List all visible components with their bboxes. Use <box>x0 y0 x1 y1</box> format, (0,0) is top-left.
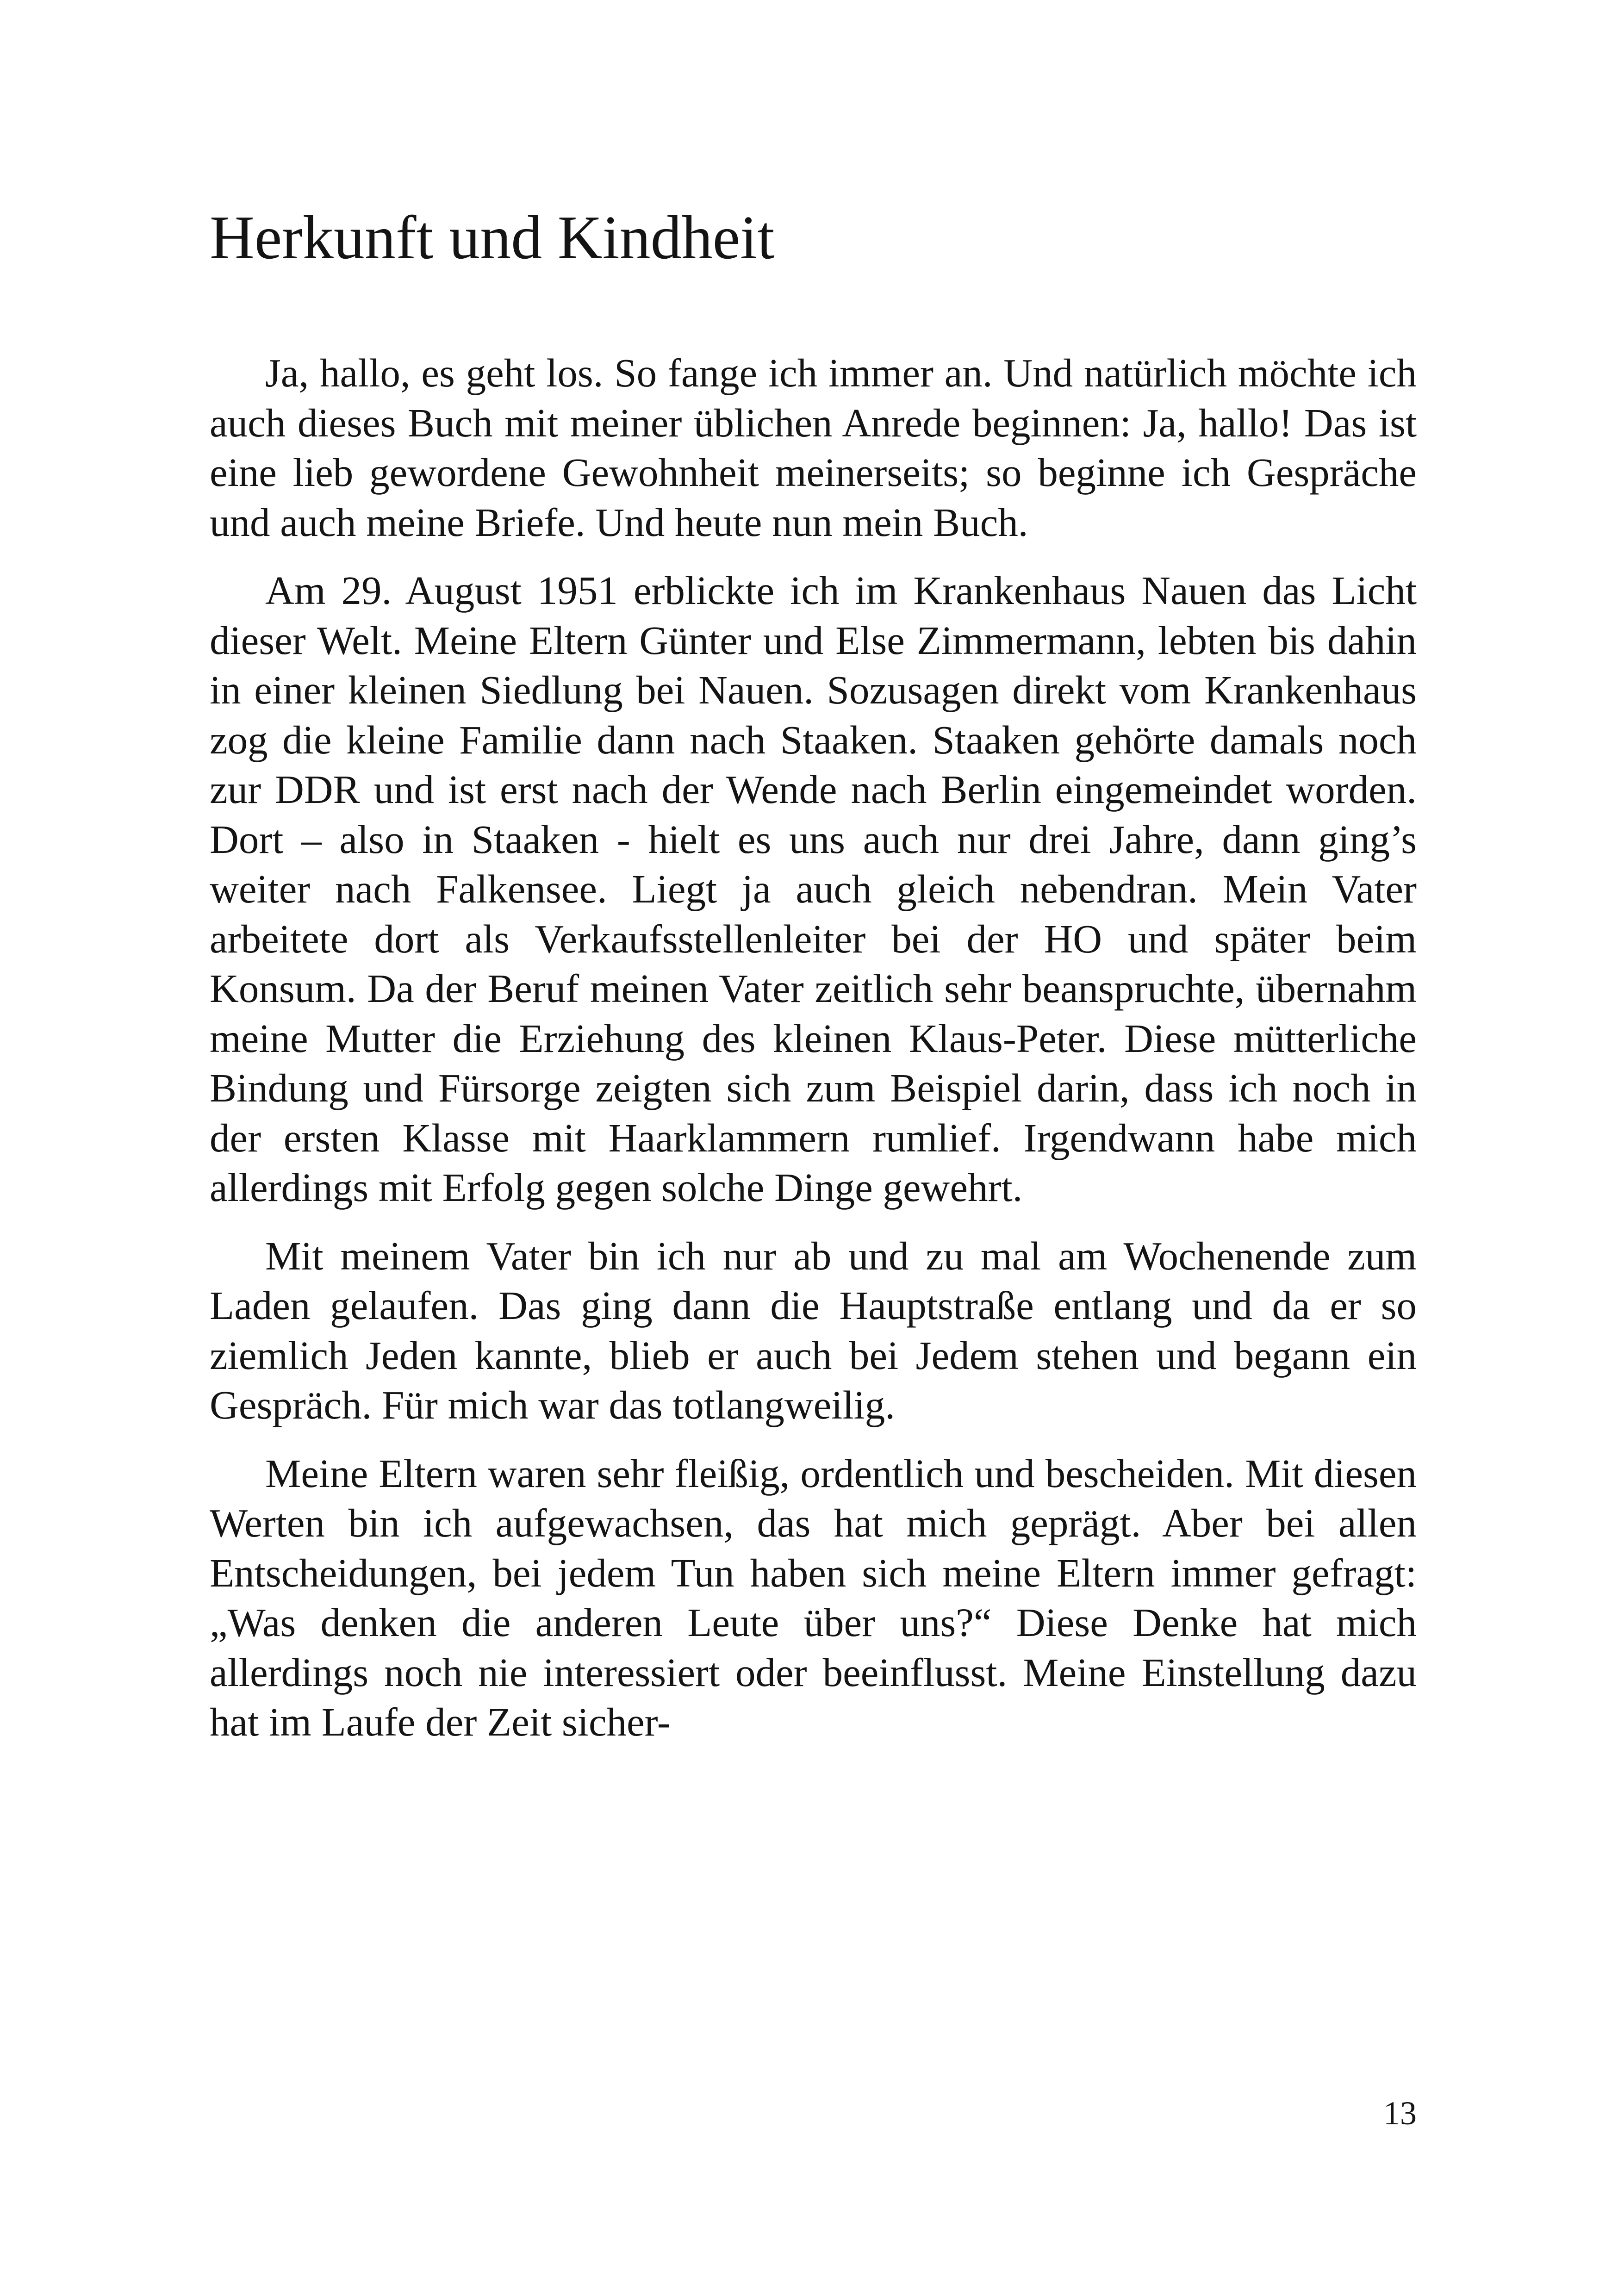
text-body <box>210 348 1417 1766</box>
paragraph-3: Mit meinem Vater bin ich nur ab und zu mal am Wochenende zum Laden gelaufen. Das ging dann die Hauptstraße entlang und da er so ziemlich Jeden kannte, blieb er auch bei Jedem stehen und begann ein Gespräch. Für mich war das totlangweilig. <box>210 1233 1417 1427</box>
paragraph-2: Am 29. August 1951 erblickte ich im Krankenhaus Nauen das Licht dieser Welt. Meine Eltern Günter und Else Zimmermann, lebten bis dahin in einer kleinen Siedlung bei Nauen. Sozusagen direkt vom Krankenhaus zog die kleine Familie dann nach Staaken. Staaken gehörte damals noch zur DDR und ist erst nach der Wende nach Berlin eingemeindet worden. Dort – also in Staaken - hielt es uns auch nur drei Jahre, dann ging’s weiter nach Falkensee. Liegt ja auch gleich nebendran. Mein Vater arbeitete dort als Verkaufsstellenleiter bei der HO und später beim Konsum. Da der Beruf meinen Vater zeitlich sehr beanspruchte, übernahm meine Mutter die Erziehung des kleinen Klaus-Peter. Diese mütterliche Bindung und Fürsorge zeigten sich zum Beispiel darin, dass ich noch in der ersten Klasse mit Haarklammern rumlief. Irgendwann habe mich allerdings mit Erfolg gegen solche Dinge gewehrt. <box>210 568 1417 1210</box>
paragraph-4: Meine Eltern waren sehr fleißig, ordentlich und bescheiden. Mit diesen Werten bin ich aufgewachsen, das hat mich geprägt. Aber bei allen Entscheidungen, bei jedem Tun haben sich meine Eltern immer gefragt: „Was denken die anderen Leute über uns?“ Diese Denke hat mich allerdings noch nie interessiert oder beeinflusst. Meine Einstellung dazu hat im Laufe der Zeit sicher- <box>210 1450 1417 1744</box>
paragraph-1: Ja, hallo, es geht los. So fange ich immer an. Und natürlich möchte ich auch dieses Buch mit meiner üblichen Anrede beginnen: Ja, hallo! Das ist eine lieb gewordene Gewohnheit meinerseits; so beginne ich Gespräche und auch meine Briefe. Und heute nun mein Buch. <box>210 350 1417 545</box>
page-number: 13 <box>1383 2095 1417 2132</box>
chapter-title: Herkunft und Kindheit <box>210 203 775 272</box>
